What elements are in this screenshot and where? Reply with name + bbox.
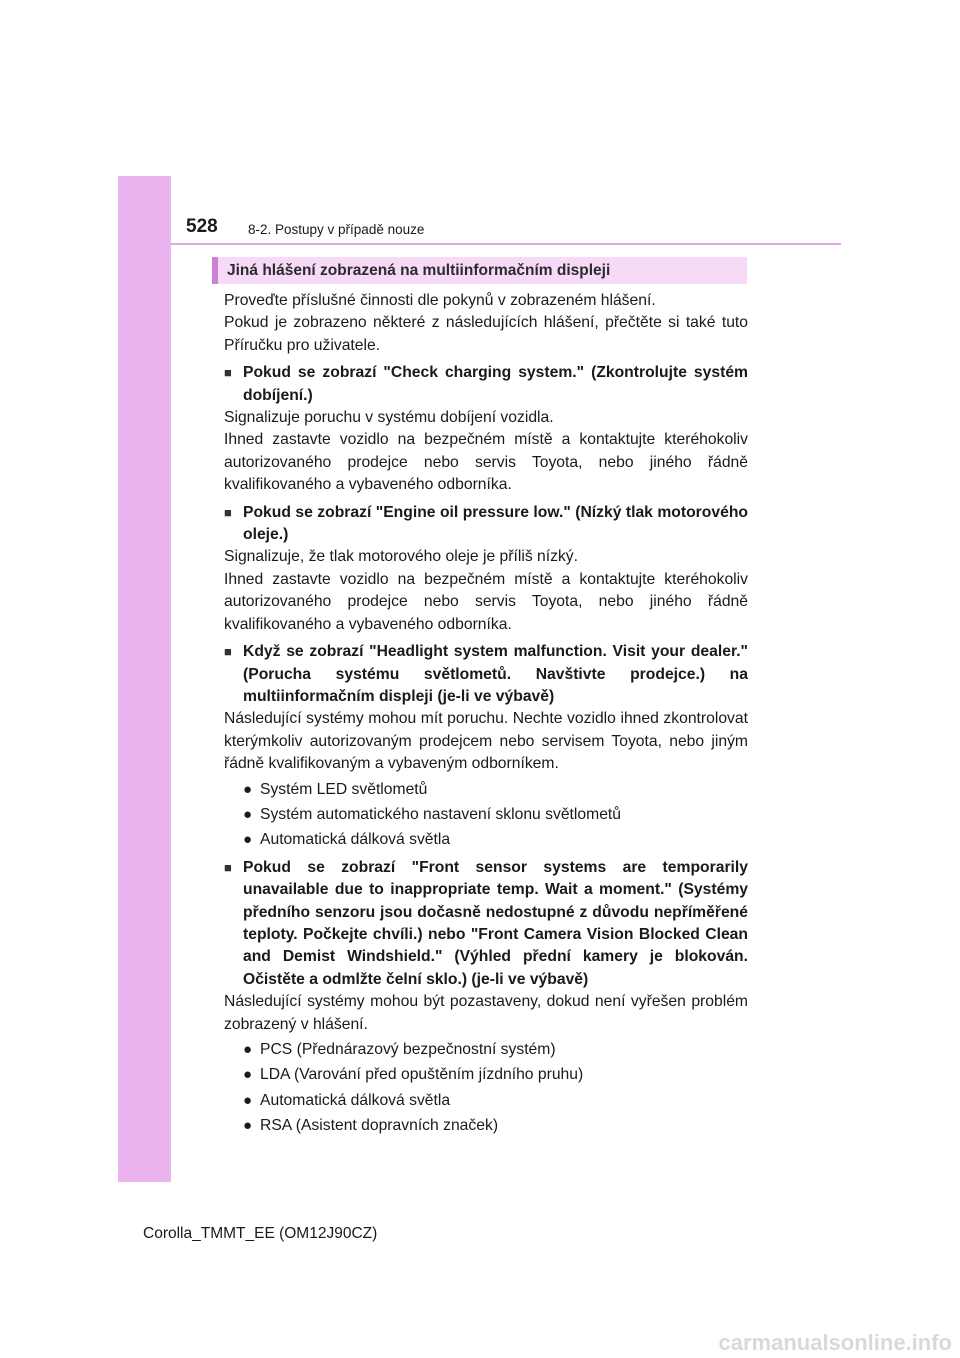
list-item-text: PCS (Přednárazový bezpečnostní systém) (260, 1041, 556, 1058)
round-bullet-icon: ● (243, 805, 253, 823)
page-number: 528 (186, 216, 218, 237)
square-bullet-icon: ■ (224, 859, 232, 875)
round-bullet-icon: ● (243, 1066, 253, 1084)
box-title: Jiná hlášení zobrazená na multiinformačním displeji (212, 257, 747, 284)
footer-doc-id: Corolla_TMMT_EE (OM12J90CZ) (143, 1225, 378, 1242)
item-heading (224, 857, 748, 991)
item-paragraph: Ihned zastavte vozidlo na bezpečném místě a kontaktujte kteréhokoliv autorizovaného prodejce nebo servis Toyota, nebo jiného řádně kvalifikovaného a vybaveného odborníka. (224, 570, 748, 633)
list-item (243, 804, 748, 826)
list-item (243, 1115, 748, 1137)
item-paragraph: Signalizuje, že tlak motorového oleje je příliš nízký. (224, 548, 579, 566)
round-bullet-icon: ● (243, 1117, 253, 1135)
item-title: Pokud se zobrazí "Engine oil pressure low." (Nízký tlak motorového oleje.) (243, 503, 748, 544)
list-item (243, 829, 748, 851)
watermark: carmanualsonline.info (718, 1330, 952, 1355)
list-item (243, 1039, 748, 1061)
main-content (224, 290, 748, 1138)
item-heading (224, 641, 748, 708)
intro-line-1: Proveďte příslušné činnosti dle pokynů v zobrazeném hlášení. (224, 292, 656, 309)
list-item-text: RSA (Asistent dopravních značek) (260, 1117, 499, 1135)
item-paragraph: Následující systémy mohou mít poruchu. Nechte vozidlo ihned zkontrolovat kterýmkoliv autorizovaným prodejcem nebo servisem Toyota, nebo jiným řádně kvalifikovaným a vybaveným odborníkem. (224, 710, 748, 773)
item-paragraph: Následující systémy mohou být pozastaveny, dokud není vyřešen problém zobrazený v hlášení. (224, 993, 748, 1033)
list-item-text: Systém automatického nastavení sklonu světlometů (260, 805, 621, 823)
list-item-text: LDA (Varování před opuštěním jízdního pruhu) (260, 1066, 584, 1084)
side-color-band (118, 176, 171, 1182)
list-item (243, 779, 748, 801)
item-list (224, 362, 748, 1137)
square-bullet-icon: ■ (224, 504, 232, 520)
header-divider (171, 243, 841, 245)
section-header: 8-2. Postupy v případě nouze (248, 222, 425, 237)
item-paragraph: Signalizuje poruchu v systému dobíjení vozidla. (224, 409, 554, 427)
list-item (243, 1090, 748, 1112)
list-item-text: Automatická dálková světla (260, 831, 451, 849)
intro-line-2: Pokud je zobrazeno některé z následujících hlášení, přečtěte si také tuto Příručku pro uživatele. (224, 314, 748, 354)
list-item-text: Automatická dálková světla (260, 1091, 451, 1109)
round-bullet-icon: ● (243, 831, 253, 849)
square-bullet-icon: ■ (224, 365, 232, 381)
item-title: Pokud se zobrazí "Check charging system." (Zkontrolujte systém dobíjení.) (243, 364, 748, 404)
list-item (243, 1064, 748, 1086)
item-title: Pokud se zobrazí "Front sensor systems are temporarily unavailable due to inappropriate temp. Wait a moment." (Systémy předního senzoru jsou dočasně nedostupné z důvodu nepříměřené teploty. Počkejte chvíli.) nebo "Front Camera Vision Blocked Clean and Demist Windshield." (Výhled přední kamery je blokován. Očistěte a odmlžte čelní sklo.) (je-li ve výbavě) (243, 858, 748, 988)
round-bullet-icon: ● (243, 780, 253, 798)
list-item-text: Systém LED světlometů (260, 780, 428, 798)
item-title: Když se zobrazí "Headlight system malfunction. Visit your dealer." (Porucha systému světlometů. Navštivte prodejce.) na multiinformačním displeji (je-li ve výbavě) (243, 643, 748, 705)
round-bullet-icon: ● (243, 1041, 253, 1058)
round-bullet-icon: ● (243, 1091, 253, 1109)
square-bullet-icon: ■ (224, 644, 232, 660)
item-heading (224, 362, 748, 407)
item-paragraph: Ihned zastavte vozidlo na bezpečném místě a kontaktujte kteréhokoliv autorizovaného prodejce nebo servis Toyota, nebo jiného řádně kvalifikovaného a vybaveného odborníka. (224, 431, 748, 494)
item-heading (224, 502, 748, 547)
